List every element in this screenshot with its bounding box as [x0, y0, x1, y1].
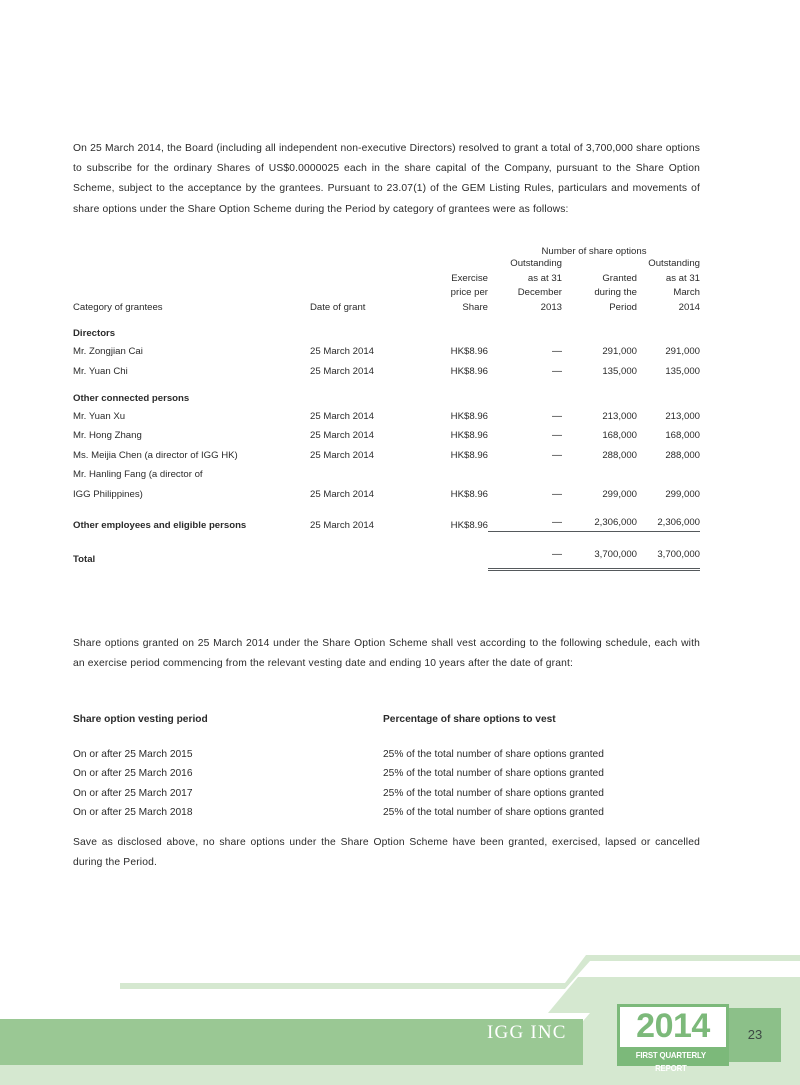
total-outstanding-2013: —: [488, 543, 562, 569]
granted-during-period: 291,000: [602, 346, 637, 358]
granted-during-period: 135,000: [602, 365, 637, 377]
header-outstanding-2013-l4: 2013: [540, 301, 562, 313]
header-category: Category of grantees: [73, 301, 163, 313]
logo-year-text: 2014: [620, 1007, 726, 1047]
outstanding-2014: 291,000: [665, 346, 700, 358]
exercise-price: HK$8.96: [450, 449, 488, 461]
grantee-name: Mr. Yuan Xu: [73, 410, 126, 422]
vesting-percentage: 25% of the total number of share options granted: [383, 787, 604, 799]
outstanding-2013: —: [552, 488, 562, 500]
logo-subtitle-text: FIRST QUARTERLY REPORT: [635, 1051, 706, 1073]
total-granted: 3,700,000: [562, 543, 637, 569]
vesting-header-percentage: Percentage of share options to vest: [383, 714, 556, 725]
header-outstanding-2014-l2: as at 31: [665, 272, 700, 284]
granted-during-period: 2,306,000: [562, 517, 637, 532]
grantee-name-line2: IGG Philippines): [73, 488, 143, 500]
exercise-price: HK$8.96: [450, 410, 488, 422]
header-granted-l2: during the: [594, 287, 637, 299]
exercise-price: HK$8.96: [450, 346, 488, 358]
number-of-share-options-header: Number of share options: [541, 246, 647, 257]
header-exercise-price-l1: Exercise: [451, 272, 488, 284]
grant-date: 25 March 2014: [310, 430, 374, 442]
vesting-row: [73, 745, 700, 764]
header-outstanding-2014-l3: March: [673, 287, 700, 299]
table-row-total: [73, 543, 700, 569]
outstanding-2014: 168,000: [665, 430, 700, 442]
table-row-wrapped-line2: [73, 485, 700, 505]
header-exercise-price-l2: price per: [450, 287, 488, 299]
grantee-name: Other employees and eligible persons: [73, 520, 247, 532]
outstanding-2013: —: [552, 346, 562, 358]
vesting-period: On or after 25 March 2018: [73, 807, 193, 819]
closing-paragraph-wrap: [73, 833, 700, 873]
vesting-period: On or after 25 March 2016: [73, 768, 193, 780]
vesting-header-row: [73, 714, 700, 745]
grant-date: 25 March 2014: [310, 365, 374, 377]
vesting-intro-paragraph: Share options granted on 25 March 2014 under the Share Option Scheme shall vest according to the following schedule, each with an exercise period commencing from the relevant vesting date and ending 10 years after the date of grant:: [73, 638, 700, 670]
granted-during-period: 168,000: [602, 430, 637, 442]
vesting-schedule-table: [73, 714, 700, 823]
page-number: 23: [729, 1008, 781, 1062]
share-option-table: [73, 246, 700, 571]
outstanding-2014: 135,000: [665, 365, 700, 377]
outstanding-2013: —: [488, 517, 562, 532]
total-label: Total: [73, 553, 96, 565]
header-date-of-grant: Date of grant: [310, 301, 366, 313]
grant-date: 25 March 2014: [310, 520, 374, 532]
intro-paragraph: On 25 March 2014, the Board (including all independent non-executive Directors) resolved to grant a total of 3,700,000 share options to subscribe for the ordinary Shares of US$0.0000025 each in the share capital of the Company, pursuant to the Share Option Scheme, subject to the acceptance by the grantees. Pursuant to 23.07(1) of the GEM Listing Rules, particulars and movements of share options under the Share Option Scheme during the Period by category of grantees were as follows:: [73, 143, 700, 215]
vesting-percentage: 25% of the total number of share options granted: [383, 749, 604, 760]
table-row-other-employees: [73, 517, 700, 532]
table-row: [73, 446, 700, 466]
grantee-name: Ms. Meijia Chen (a director of IGG HK): [73, 449, 238, 461]
table-spacer: [73, 531, 700, 543]
table-spacer: [73, 505, 700, 517]
table-section-heading-directors: [73, 315, 700, 342]
outstanding-2014: 288,000: [665, 449, 700, 461]
table-group-header-row: [73, 246, 700, 257]
vesting-period: On or after 25 March 2015: [73, 749, 193, 760]
granted-during-period: 213,000: [602, 410, 637, 422]
header-granted-l3: Period: [609, 301, 637, 313]
spacer-cell: [310, 246, 410, 257]
granted-during-period: 299,000: [602, 488, 637, 500]
outstanding-2013: —: [552, 449, 562, 461]
table-header-row-3: [73, 286, 700, 301]
table-row: [73, 342, 700, 362]
header-granted-l1: Granted: [602, 272, 637, 284]
table-header-row-4: [73, 301, 700, 316]
outstanding-2014: 2,306,000: [637, 517, 700, 532]
section-title: Directors: [73, 328, 116, 340]
table-section-heading-other-connected-persons: [73, 382, 700, 407]
table-row: [73, 407, 700, 427]
header-outstanding-2013-l2: as at 31: [527, 272, 562, 284]
vesting-intro-paragraph-wrap: [73, 634, 700, 674]
header-outstanding-2013-l3: December: [517, 287, 562, 299]
granted-during-period: 288,000: [602, 449, 637, 461]
grant-date: 25 March 2014: [310, 410, 374, 422]
outstanding-2013: —: [552, 430, 562, 442]
table-row-wrapped-line1: [73, 465, 700, 485]
header-outstanding-2014-l4: 2014: [678, 301, 700, 313]
vesting-percentage: 25% of the total number of share options granted: [383, 807, 604, 819]
vesting-header-period: Share option vesting period: [73, 714, 208, 725]
section-title: Other connected persons: [73, 392, 190, 404]
vesting-period: On or after 25 March 2017: [73, 787, 193, 799]
table-row: [73, 426, 700, 446]
exercise-price: HK$8.96: [450, 488, 488, 500]
grant-date: 25 March 2014: [310, 449, 374, 461]
grant-date: 25 March 2014: [310, 346, 374, 358]
header-outstanding-2013-l1: Outstanding: [510, 258, 562, 269]
grant-date: 25 March 2014: [310, 488, 374, 500]
outstanding-2013: —: [552, 365, 562, 377]
outstanding-2013: —: [552, 410, 562, 422]
grantee-name-line1: Mr. Hanling Fang (a director of: [73, 469, 203, 481]
table-header-row-1: [73, 257, 700, 272]
vesting-schedule-wrap: [73, 714, 700, 823]
spacer-cell: [410, 246, 488, 257]
vesting-percentage: 25% of the total number of share options granted: [383, 768, 604, 780]
grantee-name: Mr. Yuan Chi: [73, 365, 128, 377]
grantee-name: Mr. Hong Zhang: [73, 430, 142, 442]
header-outstanding-2014-l1: Outstanding: [648, 258, 700, 269]
header-exercise-price-l3: Share: [462, 301, 488, 313]
vesting-row: [73, 764, 700, 783]
outstanding-2014: 213,000: [665, 410, 700, 422]
closing-paragraph: Save as disclosed above, no share options under the Share Option Scheme have been granted, exercised, lapsed or cancelled during the Period.: [73, 837, 700, 869]
spacer-cell: [73, 246, 310, 257]
exercise-price: HK$8.96: [450, 430, 488, 442]
footer-thin-rule: [120, 983, 565, 989]
report-logo: [617, 1004, 729, 1073]
exercise-price: HK$8.96: [450, 365, 488, 377]
total-outstanding-2014: 3,700,000: [637, 543, 700, 569]
outstanding-2014: 299,000: [665, 488, 700, 500]
table-row: [73, 362, 700, 382]
share-option-table-wrap: [73, 246, 700, 571]
vesting-row: [73, 784, 700, 803]
table-header-row-2: [73, 272, 700, 287]
intro-paragraph-wrap: [73, 139, 700, 220]
vesting-row: [73, 803, 700, 822]
company-name-footer: IGG INC: [487, 1022, 567, 1043]
grantee-name: Mr. Zongjian Cai: [73, 346, 143, 358]
exercise-price: HK$8.96: [450, 520, 488, 532]
